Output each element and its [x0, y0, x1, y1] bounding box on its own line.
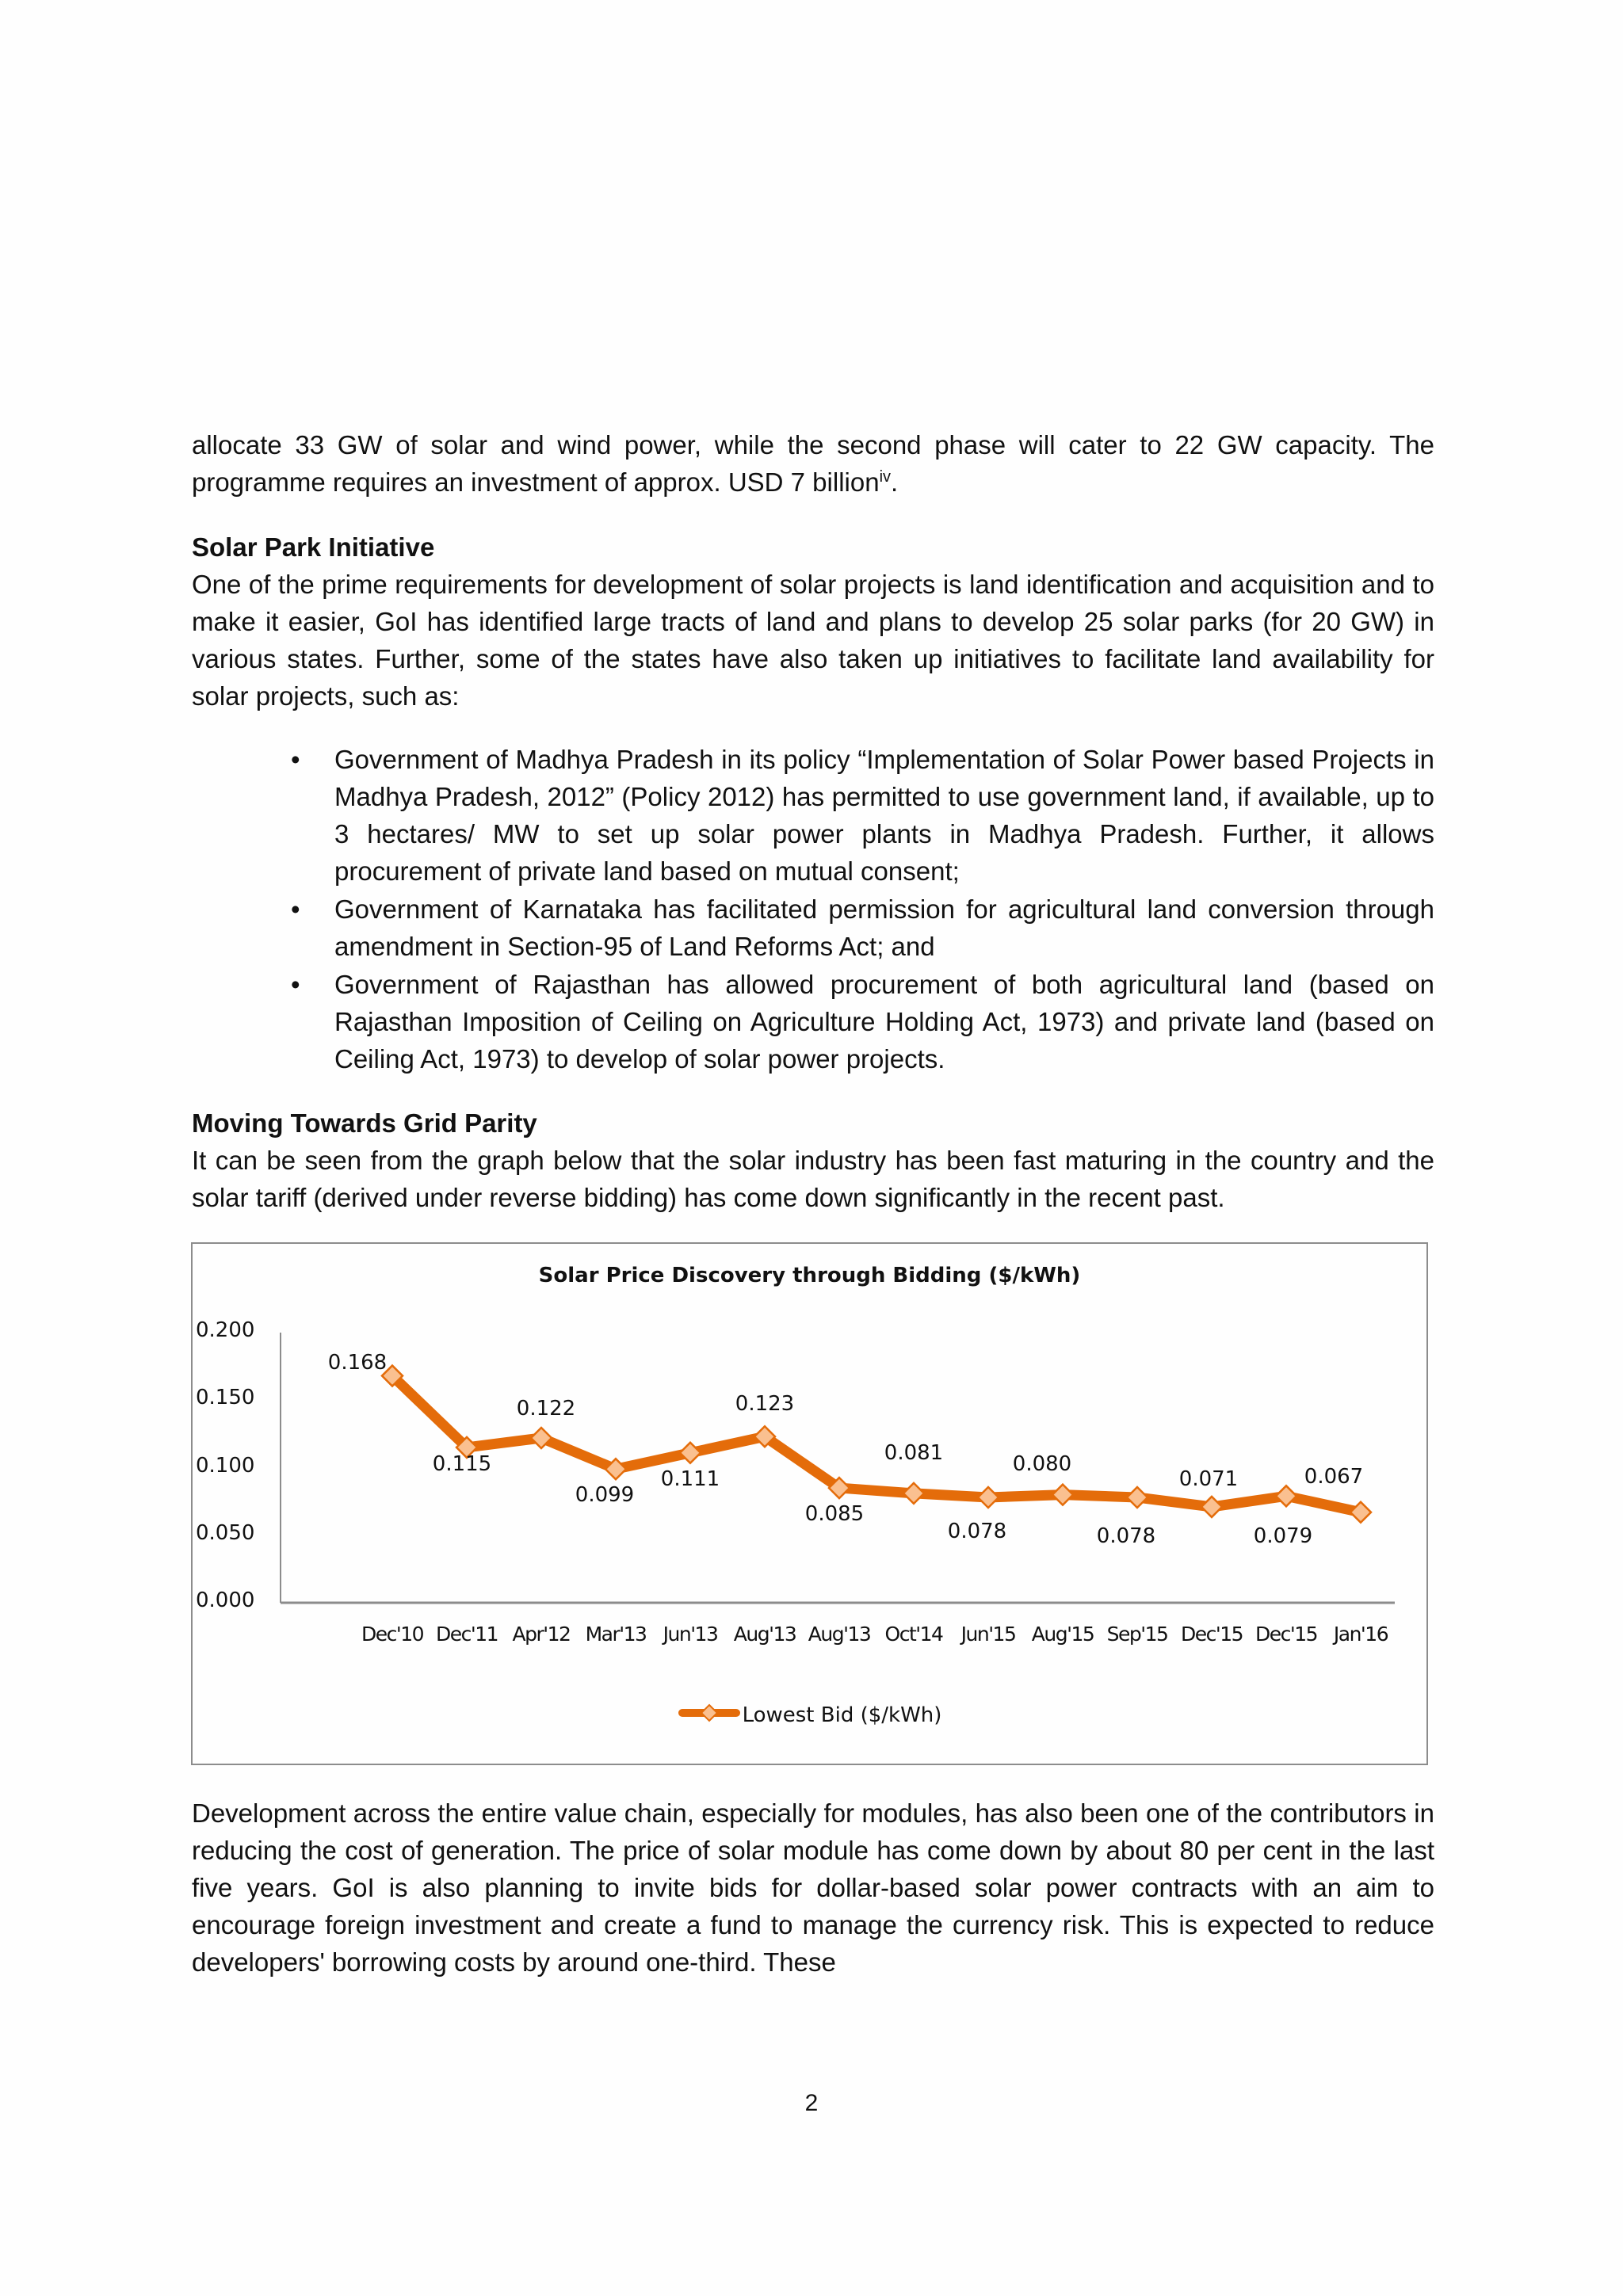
list-item-text: Government of Karnataka has facilitated permission for agricultural land conversion through amendment in Section-95 of Land Reforms Act; and: [334, 894, 1434, 961]
chart-legend: [193, 1703, 1426, 1728]
data-label: 0.079: [1253, 1524, 1313, 1549]
list-item-text: Government of Rajasthan has allowed procurement of both agricultural land (based on Rajasthan Imposition of Ceiling on Agriculture Holding Act, 1973) and private land (based on Ceiling Act, 1973) to develop of solar power projects.: [334, 970, 1434, 1074]
x-tick-label: Sep'15: [1106, 1623, 1168, 1646]
line-chart: [191, 1242, 1428, 1765]
x-tick-label: Dec'11: [435, 1623, 498, 1646]
closing-section: [192, 1794, 1434, 1981]
y-tick-label: 0.100: [196, 1453, 255, 1478]
solar-park-paragraph: One of the prime requirements for development of solar projects is land identification and acquisition and to make it easier, GoI has identified large tracts of land and plans to develop 25 solar parks (for 20 GW) in various states. Further, some of the states have also taken up initiatives to facilitate land availability for solar projects, such as:: [192, 570, 1434, 711]
legend-label: Lowest Bid ($/kWh): [742, 1703, 942, 1727]
x-tick-label: Jun'13: [663, 1623, 718, 1646]
grid-parity-paragraph: It can be seen from the graph below that the solar industry has been fast maturing in the country and the solar tariff (derived under reverse bidding) has come down significantly in the recent past.: [192, 1146, 1434, 1212]
y-tick-label: 0.150: [196, 1386, 255, 1410]
data-label: 0.071: [1178, 1466, 1239, 1491]
section-heading-solar-park: Solar Park Initiative: [192, 532, 435, 562]
x-tick-label: Jan'16: [1333, 1623, 1388, 1646]
data-label: 0.115: [432, 1451, 492, 1476]
page-number: 2: [804, 2090, 819, 2116]
section-heading-grid-parity: Moving Towards Grid Parity: [192, 1108, 537, 1138]
x-tick-label: Dec'15: [1254, 1623, 1318, 1646]
x-tick-label: Oct'14: [884, 1623, 943, 1646]
intro-paragraph: [192, 426, 1434, 501]
x-tick-label: Aug'13: [733, 1623, 796, 1646]
data-point-diamond-icon: [1350, 1502, 1371, 1523]
data-label: 0.123: [735, 1392, 795, 1417]
intro-trailing: .: [891, 467, 899, 497]
y-tick-label: 0.000: [196, 1589, 255, 1612]
data-point-diamond-icon: [1276, 1486, 1296, 1506]
data-point-diamond-icon: [1052, 1485, 1073, 1505]
data-label: 0.067: [1304, 1464, 1364, 1489]
data-label: 0.168: [327, 1350, 388, 1375]
grid-parity-section: [192, 1104, 1434, 1216]
x-tick-label: Jun'15: [960, 1623, 1016, 1646]
data-point-diamond-icon: [1201, 1497, 1222, 1517]
solar-park-section: [192, 528, 1434, 715]
data-label: 0.111: [660, 1466, 720, 1491]
x-tick-label: Dec'10: [361, 1623, 424, 1646]
data-label: 0.122: [516, 1396, 576, 1421]
list-item-text: Government of Madhya Pradesh in its policy “Implementation of Solar Power based Projects in Madhya Pradesh, 2012” (Policy 2012) has permitted to use government land, if available, up to 3 hectares/ MW to set up solar power plants in Madhya Pradesh. Further, it allows procurement of private land based on mutual consent;: [334, 745, 1434, 886]
bullet-icon: •: [291, 970, 300, 999]
chart-title: Solar Price Discovery through Bidding ($/kWh): [538, 1264, 1081, 1287]
data-label: 0.078: [947, 1520, 1007, 1543]
y-tick-label: 0.050: [196, 1520, 255, 1545]
data-point-diamond-icon: [978, 1487, 999, 1508]
list-item: [192, 966, 1434, 1077]
data-label: 0.099: [575, 1483, 635, 1508]
y-tick-label: 0.200: [196, 1318, 255, 1342]
data-label: 0.081: [884, 1440, 944, 1465]
bullet-icon: •: [291, 745, 300, 774]
x-tick-label: Aug'15: [1031, 1623, 1094, 1646]
data-label: 0.078: [1096, 1524, 1156, 1548]
x-tick-label: Apr'12: [512, 1623, 571, 1646]
data-point-diamond-icon: [903, 1483, 924, 1504]
legend-line-diamond-icon: [678, 1703, 741, 1728]
data-point-diamond-icon: [1127, 1487, 1148, 1508]
list-item: [192, 891, 1434, 965]
bullet-list: [192, 741, 1434, 1077]
bullet-icon: •: [291, 894, 300, 924]
data-label: 0.085: [804, 1502, 865, 1527]
data-label: 0.080: [1012, 1451, 1072, 1476]
footnote-marker[interactable]: iv: [879, 468, 892, 486]
intro-text: allocate 33 GW of solar and wind power, while the second phase will cater to 22 GW capacity. The programme requires an investment of approx. USD 7 billion: [192, 430, 1434, 497]
x-tick-label: Aug'13: [808, 1623, 871, 1646]
x-tick-label: Dec'15: [1180, 1623, 1243, 1646]
closing-paragraph: Development across the entire value chain, especially for modules, has also been one of the contributors in reducing the cost of generation. The price of solar module has come down by about 80 per cent in the last five years. GoI is also planning to invite bids for dollar-based solar power contracts with an aim to encourage foreign investment and create a fund to manage the currency risk. This is expected to reduce developers' borrowing costs by around one-third. These: [192, 1798, 1434, 1977]
data-point-diamond-icon: [680, 1443, 701, 1463]
x-tick-label: Mar'13: [585, 1623, 647, 1646]
list-item: [192, 741, 1434, 890]
